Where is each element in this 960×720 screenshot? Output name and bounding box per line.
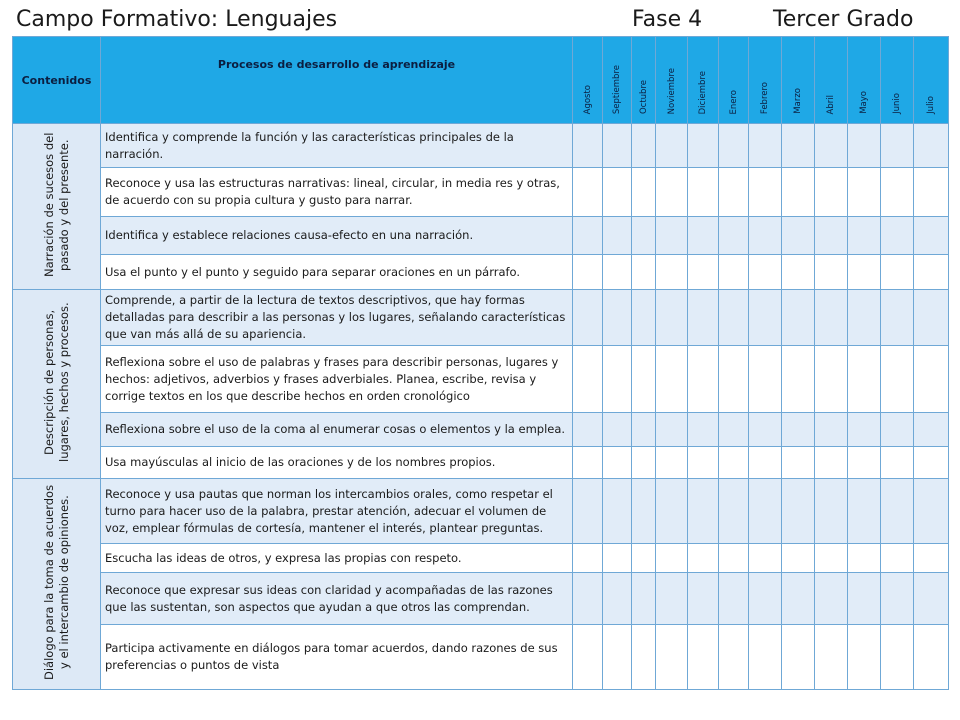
content-label: Descripción de personas, lugares, hechos y procesos. (41, 302, 71, 462)
month-label: Noviembre (666, 67, 677, 114)
month-check-cell[interactable] (656, 290, 688, 346)
month-check-cell[interactable] (881, 573, 914, 625)
month-check-cell[interactable] (848, 447, 881, 479)
month-check-cell[interactable] (719, 447, 749, 479)
month-check-cell[interactable] (632, 625, 656, 690)
month-check-cell[interactable] (881, 124, 914, 168)
month-check-cell[interactable] (749, 479, 782, 544)
month-check-cell[interactable] (782, 217, 815, 255)
month-check-cell[interactable] (603, 413, 632, 447)
month-check-cell[interactable] (688, 479, 719, 544)
month-header (881, 37, 914, 124)
header-contents-label: Contenidos (21, 73, 92, 87)
month-header (749, 37, 782, 124)
month-check-cell[interactable] (603, 625, 632, 690)
content-cell (13, 479, 101, 690)
month-check-cell[interactable] (782, 168, 815, 217)
month-check-cell[interactable] (632, 479, 656, 544)
month-check-cell[interactable] (573, 413, 603, 447)
month-check-cell[interactable] (881, 217, 914, 255)
month-header (632, 37, 656, 124)
month-check-cell[interactable] (632, 447, 656, 479)
month-check-cell[interactable] (688, 255, 719, 290)
month-check-cell[interactable] (914, 625, 949, 690)
month-check-cell[interactable] (815, 625, 848, 690)
month-check-cell[interactable] (815, 346, 848, 413)
month-check-cell[interactable] (848, 413, 881, 447)
month-check-cell[interactable] (573, 346, 603, 413)
month-check-cell[interactable] (719, 479, 749, 544)
month-check-cell[interactable] (848, 168, 881, 217)
month-check-cell[interactable] (914, 573, 949, 625)
month-check-cell[interactable] (656, 479, 688, 544)
content-label: Diálogo para la toma de acuerdos y el intercambio de opiniones. (41, 484, 71, 680)
month-check-cell[interactable] (782, 346, 815, 413)
month-check-cell[interactable] (881, 255, 914, 290)
month-check-cell[interactable] (573, 168, 603, 217)
table-row (13, 168, 949, 217)
process-cell: Identifica y establece relaciones causa-efecto en una narración. (101, 217, 573, 255)
month-check-cell[interactable] (815, 413, 848, 447)
month-check-cell[interactable] (573, 124, 603, 168)
table-row (13, 625, 949, 690)
content-label: Narración de sucesos del pasado y del presente. (41, 132, 71, 277)
month-check-cell[interactable] (719, 413, 749, 447)
month-check-cell[interactable] (688, 290, 719, 346)
month-check-cell[interactable] (749, 346, 782, 413)
month-check-cell[interactable] (603, 544, 632, 573)
month-check-cell[interactable] (573, 625, 603, 690)
month-check-cell[interactable] (749, 573, 782, 625)
month-check-cell[interactable] (914, 255, 949, 290)
month-check-cell[interactable] (914, 447, 949, 479)
month-check-cell[interactable] (688, 447, 719, 479)
month-check-cell[interactable] (782, 479, 815, 544)
month-check-cell[interactable] (881, 544, 914, 573)
month-check-cell[interactable] (719, 124, 749, 168)
month-check-cell[interactable] (632, 413, 656, 447)
month-check-cell[interactable] (719, 217, 749, 255)
month-check-cell[interactable] (632, 346, 656, 413)
month-check-cell[interactable] (848, 625, 881, 690)
month-header (815, 37, 848, 124)
month-check-cell[interactable] (573, 217, 603, 255)
month-check-cell[interactable] (815, 217, 848, 255)
process-cell: Usa mayúsculas al inicio de las oraciones y de los nombres propios. (101, 447, 573, 479)
month-check-cell[interactable] (719, 168, 749, 217)
month-check-cell[interactable] (573, 290, 603, 346)
table-row (13, 255, 949, 290)
month-check-cell[interactable] (719, 346, 749, 413)
month-check-cell[interactable] (656, 413, 688, 447)
month-check-cell[interactable] (688, 625, 719, 690)
month-check-cell[interactable] (815, 544, 848, 573)
month-check-cell[interactable] (603, 573, 632, 625)
month-check-cell[interactable] (688, 168, 719, 217)
month-check-cell[interactable] (782, 544, 815, 573)
table-row (13, 124, 949, 168)
process-cell: Reflexiona sobre el uso de palabras y frases para describir personas, lugares y hechos: adjetivos, adverbios y frases adverbiales. Planea, escribe, revisa y corrige textos en los que describe hechos en orden cronológico (101, 346, 573, 413)
month-header (573, 37, 603, 124)
month-check-cell[interactable] (688, 544, 719, 573)
month-check-cell[interactable] (914, 346, 949, 413)
table-row (13, 544, 949, 573)
month-label: Julio (926, 96, 936, 114)
month-check-cell[interactable] (688, 124, 719, 168)
month-check-cell[interactable] (603, 479, 632, 544)
month-check-cell[interactable] (656, 346, 688, 413)
month-check-cell[interactable] (719, 625, 749, 690)
month-check-cell[interactable] (782, 447, 815, 479)
month-check-cell[interactable] (749, 625, 782, 690)
month-check-cell[interactable] (603, 217, 632, 255)
planning-table (12, 36, 949, 690)
month-check-cell[interactable] (914, 124, 949, 168)
month-check-cell[interactable] (782, 573, 815, 625)
month-check-cell[interactable] (719, 255, 749, 290)
month-check-cell[interactable] (573, 447, 603, 479)
month-check-cell[interactable] (881, 447, 914, 479)
month-check-cell[interactable] (749, 255, 782, 290)
month-check-cell[interactable] (656, 168, 688, 217)
table-row (13, 573, 949, 625)
month-check-cell[interactable] (881, 346, 914, 413)
month-check-cell[interactable] (688, 573, 719, 625)
month-check-cell[interactable] (603, 124, 632, 168)
month-check-cell[interactable] (573, 544, 603, 573)
month-check-cell[interactable] (914, 217, 949, 255)
month-check-cell[interactable] (749, 413, 782, 447)
month-label: Octubre (638, 79, 649, 114)
month-check-cell[interactable] (688, 413, 719, 447)
month-check-cell[interactable] (815, 290, 848, 346)
grade-label: Tercer Grado (773, 7, 914, 32)
month-check-cell[interactable] (815, 168, 848, 217)
month-check-cell[interactable] (848, 479, 881, 544)
month-check-cell[interactable] (881, 168, 914, 217)
month-check-cell[interactable] (603, 447, 632, 479)
month-check-cell[interactable] (749, 290, 782, 346)
process-cell: Reflexiona sobre el uso de la coma al enumerar cosas o elementos y la emplea. (101, 413, 573, 447)
month-check-cell[interactable] (632, 168, 656, 217)
month-check-cell[interactable] (749, 544, 782, 573)
month-check-cell[interactable] (815, 479, 848, 544)
month-check-cell[interactable] (719, 573, 749, 625)
month-check-cell[interactable] (656, 447, 688, 479)
month-check-cell[interactable] (782, 124, 815, 168)
month-check-cell[interactable] (749, 217, 782, 255)
month-check-cell[interactable] (848, 217, 881, 255)
month-check-cell[interactable] (656, 255, 688, 290)
month-check-cell[interactable] (632, 544, 656, 573)
month-check-cell[interactable] (632, 217, 656, 255)
month-check-cell[interactable] (603, 255, 632, 290)
month-header (914, 37, 949, 124)
table-header-row (13, 37, 949, 124)
table-row (13, 290, 949, 346)
month-check-cell[interactable] (881, 479, 914, 544)
phase-label: Fase 4 (632, 7, 703, 32)
month-check-cell[interactable] (848, 544, 881, 573)
month-check-cell[interactable] (914, 479, 949, 544)
process-cell: Reconoce y usa las estructuras narrativas: lineal, circular, in media res y otras, de acuerdo con su propia cultura y gusto para narrar. (101, 168, 573, 217)
month-header (688, 37, 719, 124)
month-header (848, 37, 881, 124)
month-label: Mayo (859, 91, 869, 114)
month-header (656, 37, 688, 124)
month-check-cell[interactable] (603, 290, 632, 346)
month-check-cell[interactable] (782, 413, 815, 447)
process-cell: Reconoce que expresar sus ideas con claridad y acompañadas de las razones que las sustentan, son aspectos que ayudan a que otros las comprendan. (101, 573, 573, 625)
process-cell: Usa el punto y el punto y seguido para separar oraciones en un párrafo. (101, 255, 573, 290)
header-contents (13, 37, 101, 124)
header-processes (101, 37, 573, 124)
month-check-cell[interactable] (914, 544, 949, 573)
month-check-cell[interactable] (782, 625, 815, 690)
month-label: Agosto (582, 84, 593, 114)
month-label: Abril (826, 94, 836, 114)
month-check-cell[interactable] (656, 217, 688, 255)
process-cell: Reconoce y usa pautas que norman los intercambios orales, como respetar el turno para hacer uso de la palabra, prestar atención, adecuar el volumen de voz, emplear fórmulas de cortesía, mantener el interés, plantear preguntas. (101, 479, 573, 544)
month-check-cell[interactable] (656, 573, 688, 625)
table-row (13, 447, 949, 479)
month-label: Septiembre (612, 64, 622, 114)
month-check-cell[interactable] (688, 346, 719, 413)
content-cell (13, 124, 101, 290)
content-cell (13, 290, 101, 479)
month-check-cell[interactable] (688, 217, 719, 255)
month-check-cell[interactable] (719, 544, 749, 573)
month-check-cell[interactable] (782, 255, 815, 290)
month-check-cell[interactable] (815, 124, 848, 168)
month-check-cell[interactable] (632, 255, 656, 290)
month-check-cell[interactable] (881, 625, 914, 690)
header-processes-label: Procesos de desarrollo de aprendizaje (217, 58, 456, 71)
month-check-cell[interactable] (848, 290, 881, 346)
month-check-cell[interactable] (881, 290, 914, 346)
month-check-cell[interactable] (815, 573, 848, 625)
table-row (13, 217, 949, 255)
month-check-cell[interactable] (914, 290, 949, 346)
month-check-cell[interactable] (573, 573, 603, 625)
month-check-cell[interactable] (848, 255, 881, 290)
page-title: Campo Formativo: Lenguajes (16, 7, 338, 32)
month-check-cell[interactable] (749, 447, 782, 479)
table-row (13, 346, 949, 413)
month-check-cell[interactable] (603, 346, 632, 413)
month-check-cell[interactable] (656, 625, 688, 690)
month-check-cell[interactable] (782, 290, 815, 346)
process-cell: Comprende, a partir de la lectura de textos descriptivos, que hay formas detalladas para describir a las personas y los lugares, señalando características que van más allá de su apariencia. (101, 290, 573, 346)
month-check-cell[interactable] (914, 168, 949, 217)
month-check-cell[interactable] (573, 479, 603, 544)
month-check-cell[interactable] (719, 290, 749, 346)
process-cell: Escucha las ideas de otros, y expresa las propias con respeto. (101, 544, 573, 573)
month-header (782, 37, 815, 124)
month-header (603, 37, 632, 124)
month-header (719, 37, 749, 124)
process-cell: Participa activamente en diálogos para tomar acuerdos, dando razones de sus preferencias o puntos de vista (101, 625, 573, 690)
month-label: Marzo (793, 88, 803, 114)
month-label: Junio (892, 93, 902, 114)
month-check-cell[interactable] (815, 255, 848, 290)
month-label: Febrero (760, 81, 770, 114)
month-check-cell[interactable] (656, 124, 688, 168)
month-check-cell[interactable] (848, 124, 881, 168)
month-check-cell[interactable] (848, 573, 881, 625)
month-check-cell[interactable] (914, 413, 949, 447)
month-check-cell[interactable] (632, 573, 656, 625)
table-row (13, 479, 949, 544)
month-check-cell[interactable] (573, 255, 603, 290)
month-check-cell[interactable] (656, 544, 688, 573)
month-check-cell[interactable] (632, 124, 656, 168)
month-label: Diciembre (698, 70, 708, 114)
month-check-cell[interactable] (632, 290, 656, 346)
page-header (0, 5, 960, 37)
month-label: Enero (728, 89, 739, 114)
table-row (13, 413, 949, 447)
month-check-cell[interactable] (749, 124, 782, 168)
month-check-cell[interactable] (848, 346, 881, 413)
process-cell: Identifica y comprende la función y las características principales de la narración. (101, 124, 573, 168)
month-check-cell[interactable] (815, 447, 848, 479)
month-check-cell[interactable] (603, 168, 632, 217)
month-check-cell[interactable] (749, 168, 782, 217)
month-check-cell[interactable] (881, 413, 914, 447)
